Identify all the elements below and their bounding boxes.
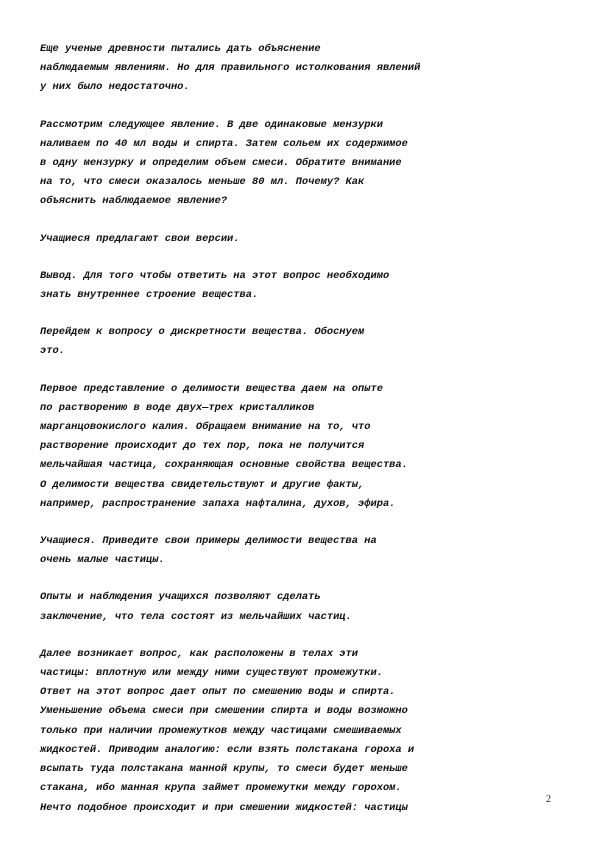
paragraph-student-versions: Учащиеся предлагают свои версии.	[40, 232, 240, 245]
paragraph-divisibility: Первое представление о делимости вещества даем на опыте по растворению в воде двух—трех кристалликов марганцовокислого калия. Обращаем внимание на то, что растворение происходит до тех пор, пока не получится мельчайшая частица, сохраняющая основные свойства вещества. О делимости вещества свидетельствуют и другие факты, например, распространение запаха нафталина, духов, эфира.	[40, 382, 408, 510]
paragraph-conclusion: Вывод. Для того чтобы ответить на этот вопрос необходимо знать внутреннее строение вещества.	[40, 269, 390, 302]
paragraph-student-examples: Учащиеся. Приведите свои примеры делимости вещества на очень малые частицы.	[40, 535, 377, 567]
body-text	[40, 40, 552, 836]
paragraph-observations: Опыты и наблюдения учащихся позволяют сделать заключение, что тела состоят из мельчайших частиц.	[40, 591, 352, 623]
paragraph-intro: Еще ученые древности пытались дать объяснение наблюдаемым явлениям. Но для правильного истолкования явлений у них было недостаточно.	[40, 43, 421, 94]
page-number: 2	[546, 794, 551, 805]
paragraph-experiment: Рассмотрим следующее явление. В две одинаковые мензурки наливаем по 40 мл воды и спирта. Затем сольем их содержимое в одну мензурку и определим объем смеси. Обратите внимание на то, что смеси оказалось меньше 80 мл. Почему? Как объяснить наблюдаемое явление?	[40, 118, 408, 208]
paragraph-gaps: Далее возникает вопрос, как расположены в телах эти частицы: вплотную или между ними существуют промежутки. Ответ на этот вопрос дает опыт по смешению воды и спирта. Уменьшение объема смеси при смешении спирта и воды возможно только при наличии промежутков между частицами смешиваемых жидкостей. Приводим аналогию: если взять полстакана гороха и всыпать туда полстакана манной крупы, то смеси будет меньше стакана, ибо манная крупа займет промежутки между горохом. Нечто подобное происходит и при смешении жидкостей: частицы	[40, 647, 415, 814]
paragraph-discreteness: Перейдем к вопросу о дискретности вещества. Обоснуем это.	[40, 326, 365, 358]
